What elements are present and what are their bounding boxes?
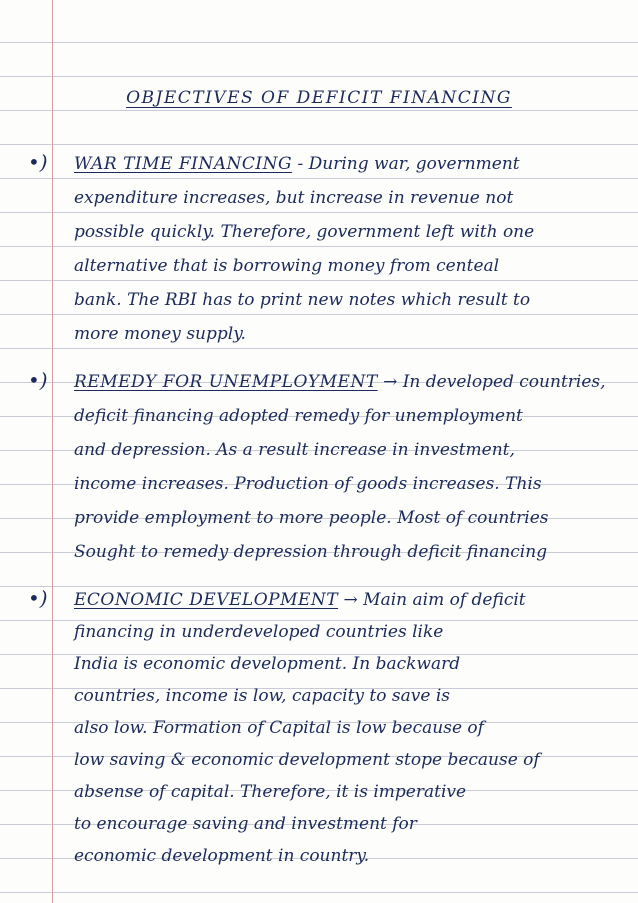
section-line: Sought to remedy depression through deficit financing <box>74 542 548 562</box>
section-line: expenditure increases, but increase in revenue not <box>74 188 514 208</box>
bullet: •) <box>28 368 48 392</box>
section-line: absense of capital. Therefore, it is imperative <box>74 782 467 802</box>
section-line: deficit financing adopted remedy for unemployment <box>74 406 523 426</box>
section-line: also low. Formation of Capital is low because of <box>74 718 484 738</box>
section-line: - During war, government <box>297 154 520 174</box>
section-line: bank. The RBI has to print new notes which result to <box>74 290 531 310</box>
section-line: to encourage saving and investment for <box>74 814 417 834</box>
section-line: income increases. Production of goods increases. This <box>74 474 542 494</box>
page-title-text: OBJECTIVES OF DEFICIT FINANCING <box>126 88 512 108</box>
bullet: •) <box>28 150 48 174</box>
section-line: and depression. As a result increase in investment, <box>74 440 515 460</box>
margin-line <box>52 0 53 903</box>
section-line: more money supply. <box>74 324 246 344</box>
section-line: countries, income is low, capacity to save is <box>74 686 450 706</box>
section-first-line <box>74 154 520 174</box>
section-line: financing in underdeveloped countries like <box>74 622 444 642</box>
section-line: low saving & economic development stope because of <box>74 750 540 770</box>
section-first-line <box>74 590 526 610</box>
section-line: India is economic development. In backward <box>74 654 461 674</box>
page-title <box>0 88 638 108</box>
bullet: •) <box>28 586 48 610</box>
section-line: possible quickly. Therefore, government left with one <box>74 222 535 242</box>
section-line: → In developed countries, <box>383 372 606 392</box>
section-heading: REMEDY FOR UNEMPLOYMENT <box>74 372 378 392</box>
section-line: alternative that is borrowing money from centeal <box>74 256 500 276</box>
section-line: economic development in country. <box>74 846 370 866</box>
section-first-line <box>74 372 606 392</box>
section-heading: ECONOMIC DEVELOPMENT <box>74 590 339 610</box>
section-heading: WAR TIME FINANCING <box>74 154 293 174</box>
section-line: → Main aim of deficit <box>343 590 526 610</box>
section-line: provide employment to more people. Most of countries <box>74 508 549 528</box>
